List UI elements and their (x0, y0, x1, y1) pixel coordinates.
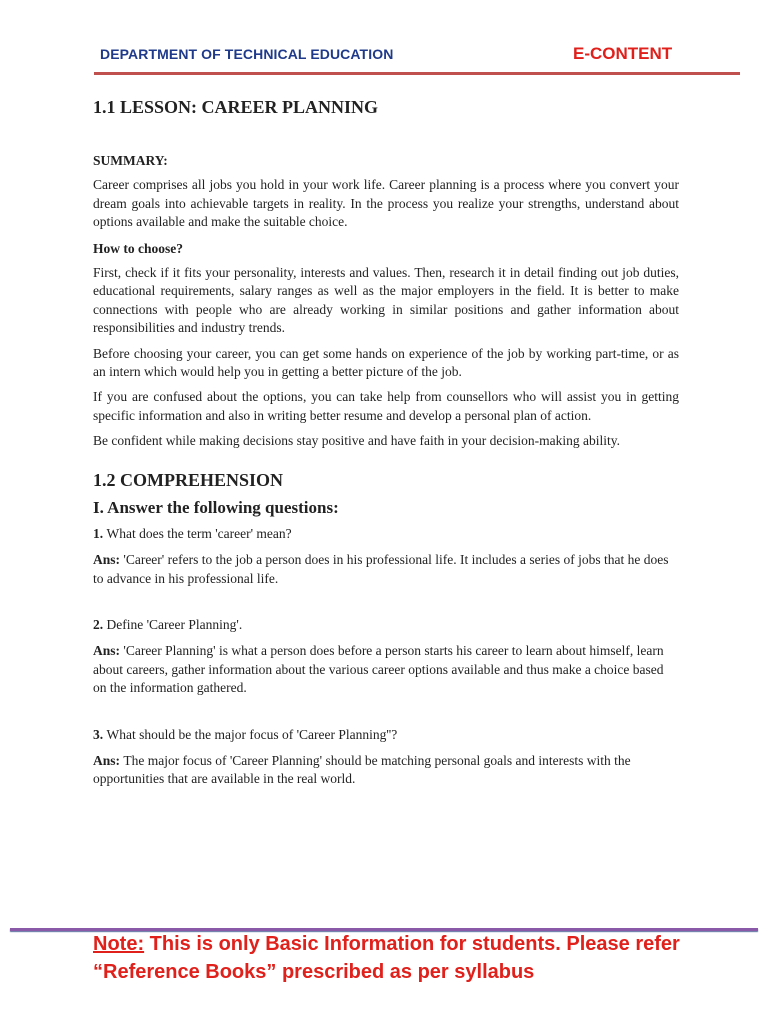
body-paragraph: First, check if it fits your personality, interests and values. Then, research it in detail finding out job duties, educational requirements, salary ranges as well as the major employers in the field. It is better to make connections with people who are already working in similar positions and gather information about responsibilities and industry trends. (93, 265, 679, 336)
answer-text: 'Career Planning' is what a person does before a person starts his career to learn about himself, learn about careers, gather information about the various career options available and thus make a choice based on the information gathered. (93, 643, 664, 696)
question-number: 2. (93, 616, 107, 632)
question-text: What should be the major focus of 'Career Planning''? (106, 726, 398, 742)
answer-3 (93, 752, 679, 789)
question-text: What does the term 'career' mean? (106, 525, 292, 541)
body-paragraph: Be confident while making decisions stay positive and have faith in your decision-making ability. (93, 433, 621, 449)
answer-text: The major focus of 'Career Planning' should be matching personal goals and interests with the opportunities that are available in the real world. (93, 752, 631, 787)
question-3 (93, 726, 679, 744)
summary-paragraph: Career comprises all jobs you hold in your work life. Career planning is a process where you convert your dream goals into achievable targets in reality. In the process you realize your strengths, understand about options available and make the suitable choice. (93, 177, 679, 230)
summary-heading: SUMMARY: (93, 153, 168, 168)
answer-1 (93, 551, 679, 588)
answer-label: Ans: (93, 643, 124, 659)
question-number: 3. (93, 726, 107, 742)
answer-2 (93, 642, 679, 697)
comprehension-title: 1.2 COMPREHENSION (93, 469, 284, 490)
question-2 (93, 616, 679, 634)
answer-label: Ans: (93, 552, 124, 568)
question-number: 1. (93, 525, 107, 541)
how-to-choose-heading: How to choose? (93, 240, 183, 256)
answer-label: Ans: (93, 752, 124, 768)
lesson-title: 1.1 LESSON: CAREER PLANNING (93, 97, 379, 117)
document-body (93, 96, 679, 789)
footer-note (93, 930, 713, 986)
department-name: DEPARTMENT OF TECHNICAL EDUCATION (100, 46, 394, 62)
note-text: This is only Basic Information for students. Please refer “Reference Books” prescribed as per syllabus (93, 933, 680, 983)
note-label: Note: (93, 933, 145, 955)
question-1 (93, 525, 679, 543)
answer-text: 'Career' refers to the job a person does in his professional life. It includes a series of jobs that he does to advance in his professional life. (93, 552, 669, 586)
body-paragraph: If you are confused about the options, you can take help from counsellors who will assist you in getting specific information and also in writing better resume and develop a personal plan of action. (93, 389, 679, 423)
questions-instruction: I. Answer the following questions: (93, 497, 339, 517)
header-divider (94, 72, 740, 75)
econtent-label: E-CONTENT (573, 44, 673, 63)
body-paragraph: Before choosing your career, you can get some hands on experience of the job by working part-time, or as an intern which would help you in getting a better picture of the job. (93, 345, 679, 380)
question-text: Define 'Career Planning'. (106, 616, 243, 632)
